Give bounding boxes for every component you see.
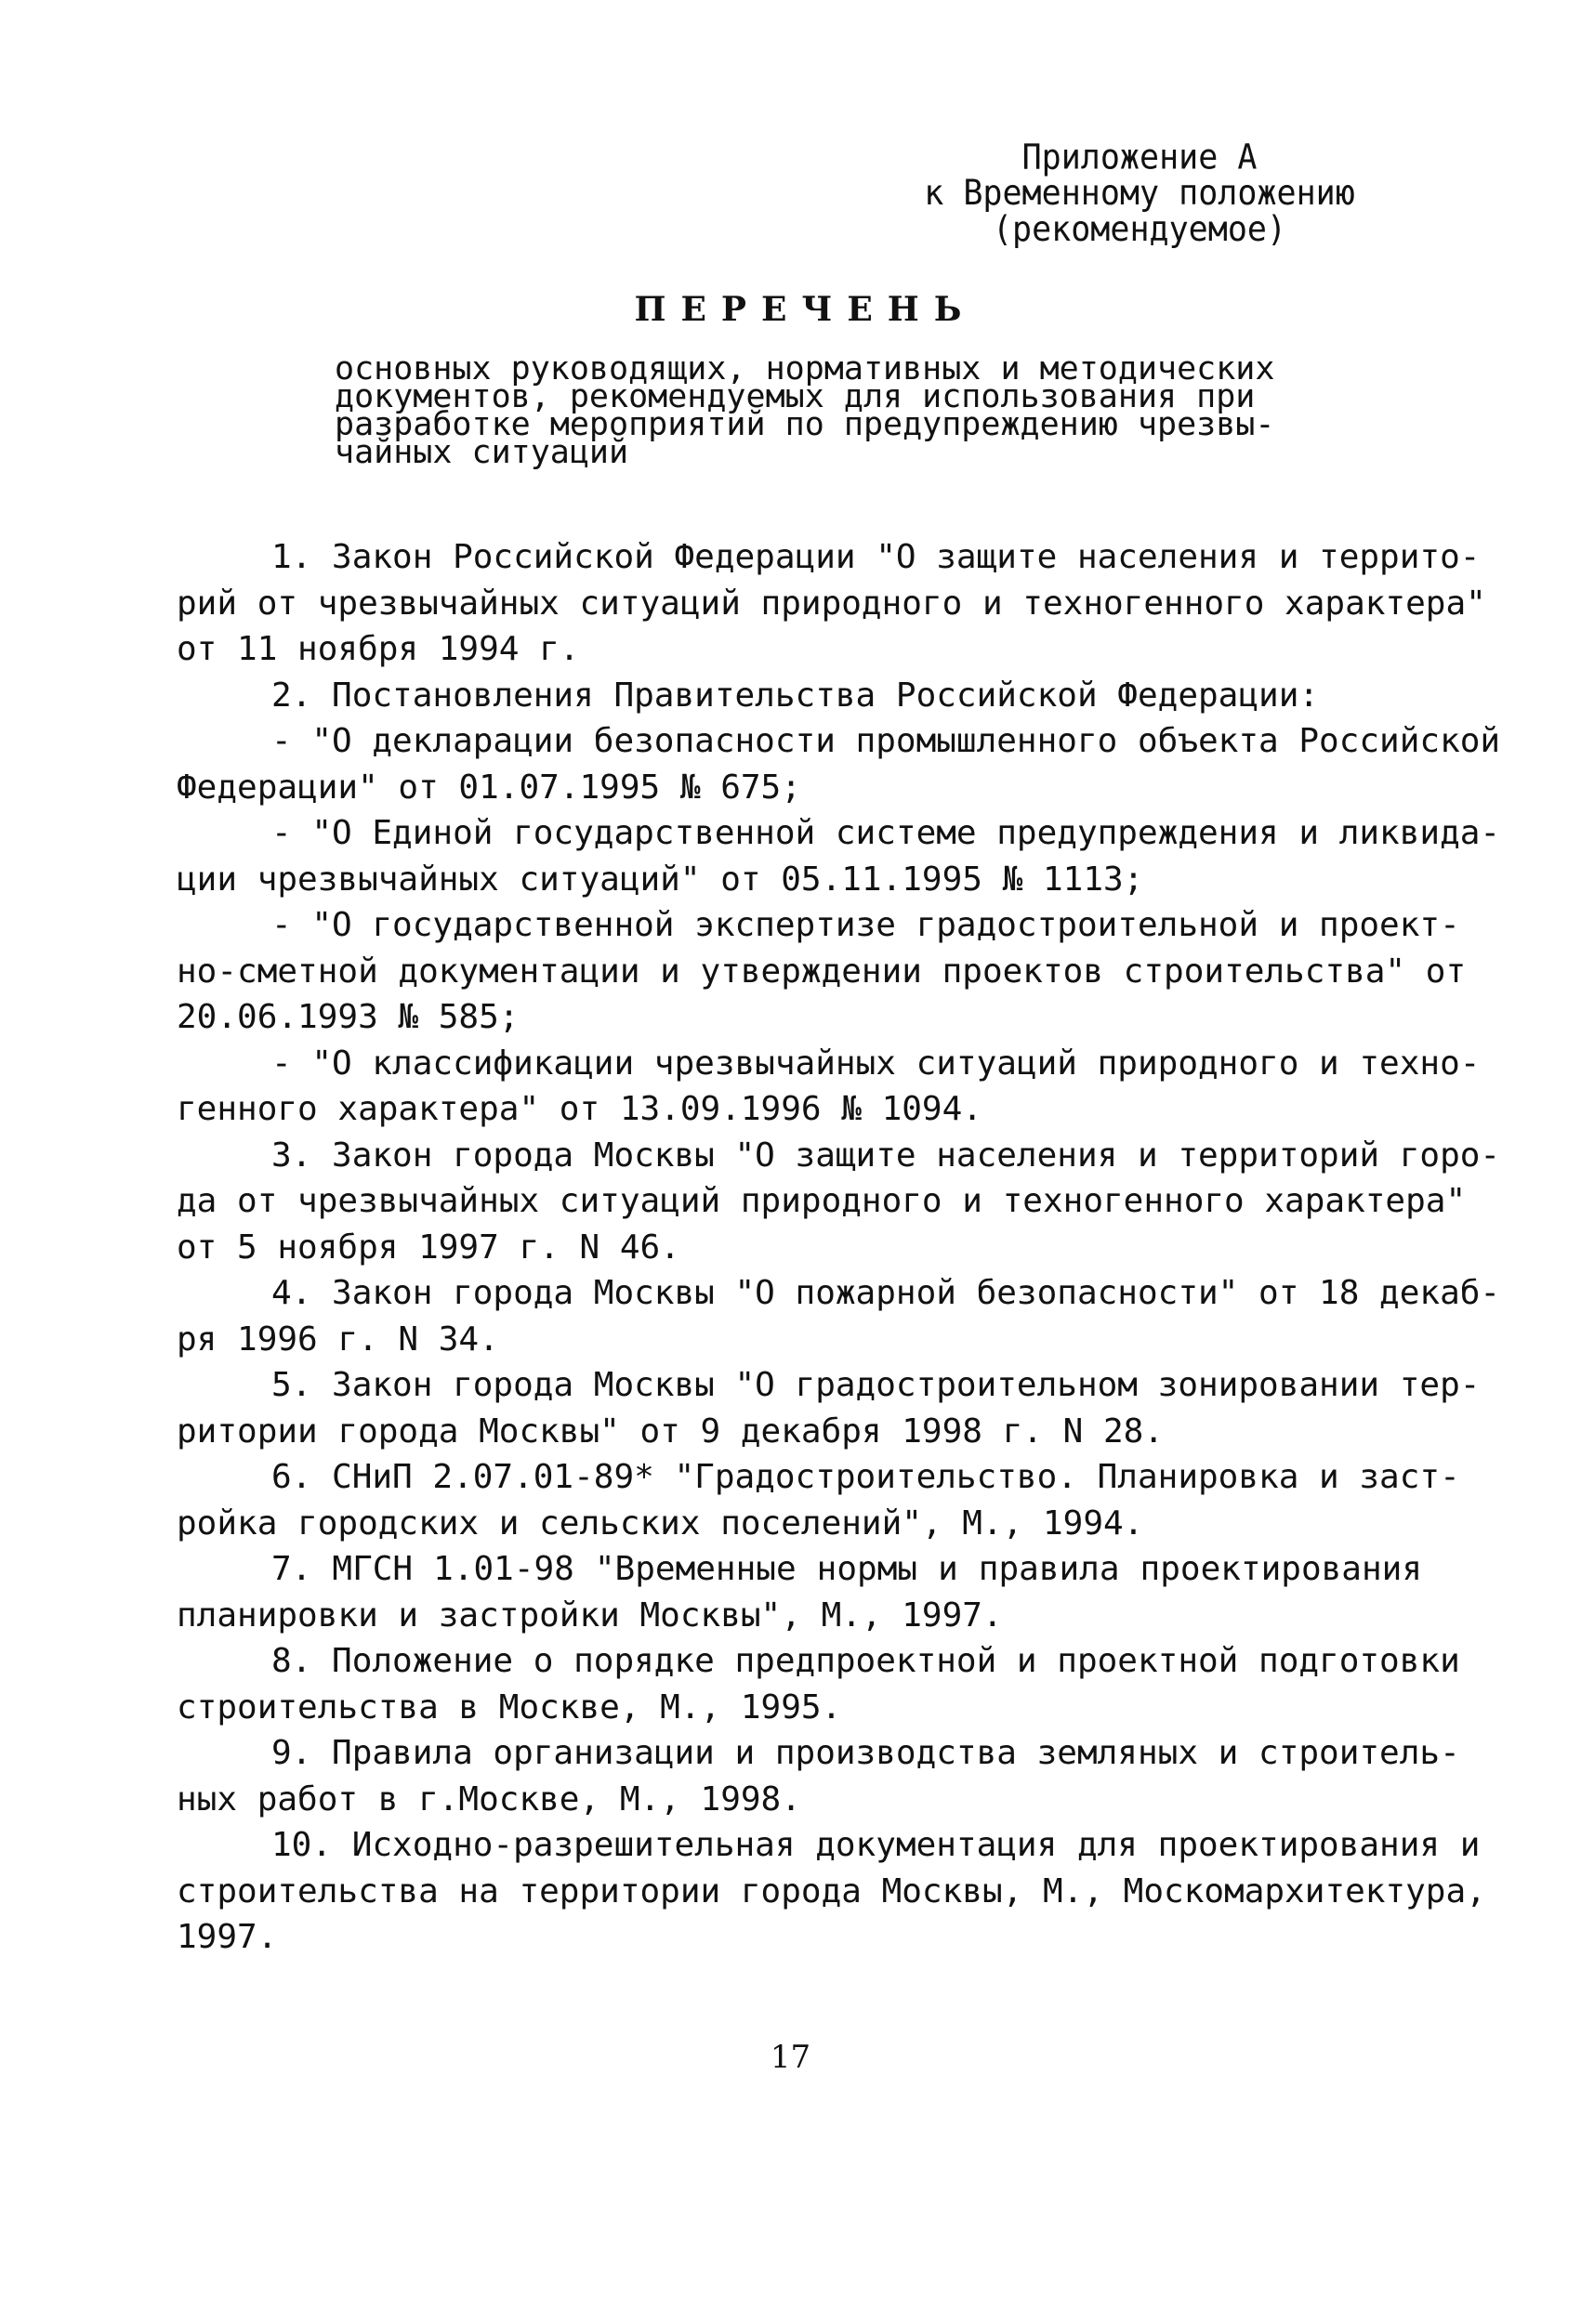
list-item-line: ройка городских и сельских поселений", М., 1994.: [177, 1503, 1144, 1543]
list-item: [177, 1362, 1481, 1454]
list-item-line: ря 1996 г. N 34.: [177, 1320, 499, 1359]
list-item-line: Федерации" от 01.07.1995 № 675;: [177, 768, 801, 807]
list-item: [177, 1730, 1460, 1822]
list-item-line: 5. Закон города Москвы "О градостроительном зонировании тер-: [271, 1366, 1481, 1404]
list-item: [177, 1041, 1481, 1133]
annex-header: [879, 139, 1400, 248]
list-item: [177, 810, 1501, 902]
subtitle-line: основных руководящих, нормативных и методических: [335, 350, 1275, 387]
list-item-line: 9. Правила организации и производства земляных и строитель-: [271, 1734, 1460, 1772]
list-item-line: от 5 ноября 1997 г. N 46.: [177, 1228, 680, 1267]
list-item-line: рий от чрезвычайных ситуаций природного и техногенного характера": [177, 584, 1486, 623]
list-item-line: 20.06.1993 № 585;: [177, 998, 520, 1036]
list-item-line: планировки и застройки Москвы", М., 1997.: [177, 1595, 1003, 1635]
list-item-line: 7. МГСН 1.01-98 "Временные нормы и правила проектирования: [271, 1550, 1422, 1588]
document-subtitle: [335, 350, 1275, 471]
list-item: [177, 1454, 1460, 1546]
list-item-line: 4. Закон города Москвы "О пожарной безопасности" от 18 декаб-: [271, 1274, 1501, 1312]
list-item: [177, 1822, 1486, 1961]
list-item: [177, 718, 1501, 810]
list-item-line: 1997.: [177, 1918, 278, 1956]
list-item-line: 8. Положение о порядке предпроектной и проектной подготовки: [271, 1642, 1460, 1680]
list-item-line: ных работ в г.Москве, М., 1998.: [177, 1779, 801, 1818]
list-item: [177, 673, 1422, 719]
list-item: [177, 1546, 1422, 1638]
list-item-line: но-сметной документации и утверждении проектов строительства" от: [177, 952, 1467, 991]
subtitle-line: чайных ситуаций: [335, 434, 629, 471]
annex-line: (рекомендуемое): [992, 209, 1287, 250]
list-item-line: да от чрезвычайных ситуаций природного и техногенного характера": [177, 1182, 1467, 1220]
annex-line: к Временному положению: [924, 173, 1355, 214]
list-item-line: 3. Закон города Москвы "О защите населения и территорий горо-: [271, 1136, 1501, 1175]
list-item-line: ции чрезвычайных ситуаций" от 05.11.1995 № 1113;: [177, 860, 1144, 899]
subtitle-line: документов, рекомендуемых для использования при: [335, 378, 1256, 415]
list-item-line: генного характера" от 13.09.1996 № 1094.: [177, 1090, 982, 1128]
list-item: [177, 1133, 1501, 1271]
document-list: [177, 534, 1501, 1961]
list-item: [177, 902, 1467, 1041]
list-item-line: от 11 ноября 1994 г.: [177, 630, 580, 668]
list-item-line: строительства на территории города Москвы, М., Москомархитектура,: [177, 1871, 1486, 1910]
document-title: ПЕРЕЧЕНЬ: [634, 290, 977, 329]
list-item-line: 6. СНиП 2.07.01-89* "Градостроительство. Планировка и заст-: [271, 1458, 1460, 1496]
list-item-line: - "О декларации безопасности промышленного объекта Российской: [271, 722, 1501, 760]
list-item-line: - "О государственной экспертизе градостроительной и проект-: [271, 906, 1460, 944]
list-item-line: 1. Закон Российской Федерации "О защите населения и террито-: [271, 538, 1481, 576]
list-item-line: 10. Исходно-разрешительная документация для проектирования и: [271, 1826, 1481, 1864]
annex-line: Приложение А: [1021, 137, 1258, 178]
list-item-line: 2. Постановления Правительства Российской Федерации:: [271, 676, 1320, 715]
list-item: [177, 534, 1486, 673]
list-item-line: ритории города Москвы" от 9 декабря 1998 г. N 28.: [177, 1411, 1165, 1451]
list-item: [177, 1270, 1501, 1362]
list-item-line: - "О Единой государственной системе предупреждения и ликвида-: [271, 814, 1501, 852]
list-item-line: - "О классификации чрезвычайных ситуаций природного и техно-: [271, 1044, 1481, 1083]
list-item: [177, 1638, 1460, 1730]
subtitle-line: разработке мероприятий по предупреждению чрезвы-: [335, 406, 1275, 443]
page-number: 17: [770, 2039, 811, 2076]
list-item-line: строительства в Москве, М., 1995.: [177, 1687, 842, 1727]
